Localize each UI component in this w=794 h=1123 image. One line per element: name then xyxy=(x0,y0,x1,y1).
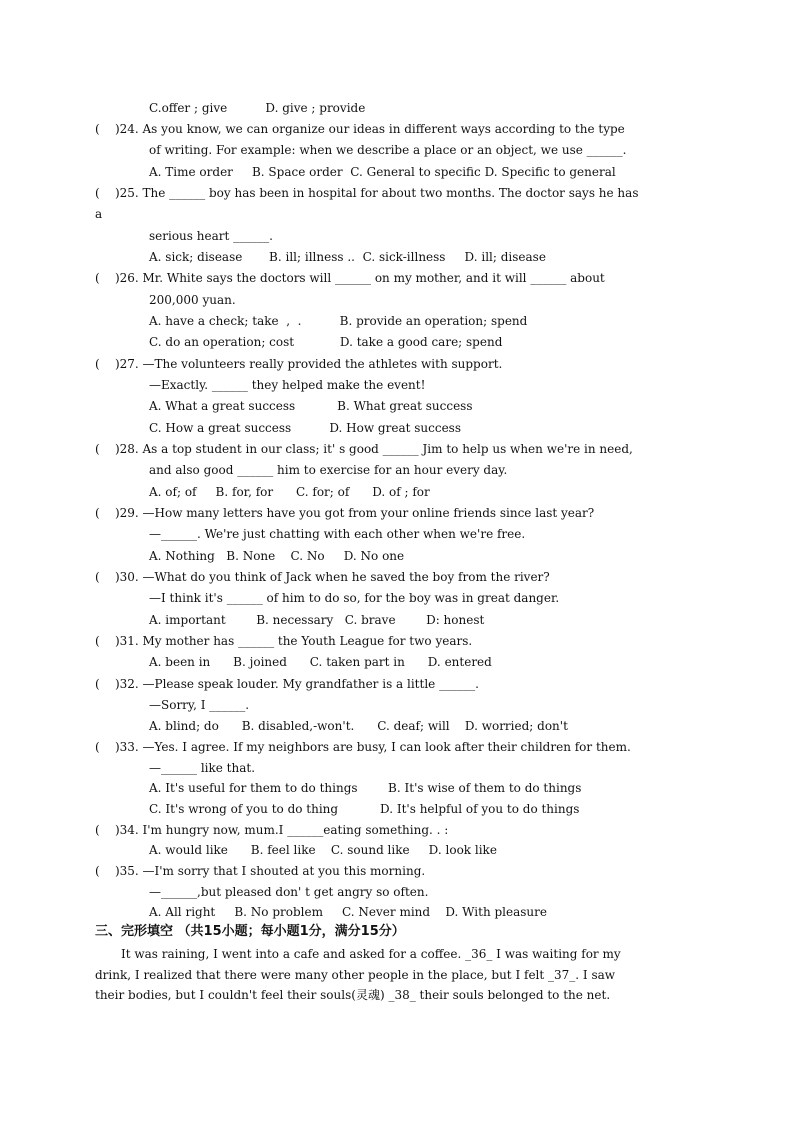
question-30-options: A. important B. necessary C. brave D: honest xyxy=(149,613,485,627)
question-24-options: A. Time order B. Space order C. General to specific D. Specific to general xyxy=(149,165,616,179)
question-24: ( )24. As you know, we can organize our ideas in different ways according to the type xyxy=(95,122,625,136)
question-27-options-2: C. How a great success D. How great success xyxy=(149,421,461,435)
question-26-text: 200,000 yuan. xyxy=(149,293,236,307)
question-29-text: —______. We're just chatting with each other when we're free. xyxy=(149,527,526,541)
question-25-wrap: a xyxy=(95,207,103,221)
question-25-text: serious heart ______. xyxy=(149,229,273,243)
section-heading: 三、完形填空 （共15小题；每小题1分，满分15分） xyxy=(95,924,405,939)
question-33-options-2: C. It's wrong of you to do thing D. It's helpful of you to do things xyxy=(149,802,580,816)
question-25-options: A. sick; disease B. ill; illness .. C. sick-illness D. ill; disease xyxy=(149,250,546,264)
passage-line-3: their bodies, but I couldn't feel their souls(灵魂) _38_ their souls belonged to the net. xyxy=(95,988,611,1002)
question-26-options-2: C. do an operation; cost D. take a good care; spend xyxy=(149,335,503,349)
passage-line-2: drink, I realized that there were many other people in the place, but I felt _37_. I saw xyxy=(95,968,616,982)
question-33-options-1: A. It's useful for them to do things B. It's wise of them to do things xyxy=(149,781,582,795)
question-24-text: of writing. For example: when we describe a place or an object, we use ______. xyxy=(149,143,627,157)
question-26-options-1: A. have a check; take , . B. provide an operation; spend xyxy=(149,314,528,328)
question-30-text: —I think it's ______ of him to do so, for the boy was in great danger. xyxy=(149,591,560,605)
question-29: ( )29. —How many letters have you got from your online friends since last year? xyxy=(95,506,595,520)
question-32: ( )32. —Please speak louder. My grandfather is a little ______. xyxy=(95,677,479,691)
question-27: ( )27. —The volunteers really provided the athletes with support. xyxy=(95,357,503,371)
question-35-text: —______,but pleased don' t get angry so often. xyxy=(149,885,429,899)
question-31: ( )31. My mother has ______ the Youth League for two years. xyxy=(95,634,473,648)
q23-options-continued: C.offer ; give D. give ; provide xyxy=(149,101,366,115)
question-35: ( )35. —I'm sorry that I shouted at you this morning. xyxy=(95,864,426,878)
question-35-options: A. All right B. No problem C. Never mind D. With pleasure xyxy=(149,905,547,919)
question-32-options: A. blind; do B. disabled,-won't. C. deaf; will D. worried; don't xyxy=(149,719,568,733)
question-32-text: —Sorry, I ______. xyxy=(149,698,250,712)
question-28-text: and also good ______ him to exercise for an hour every day. xyxy=(149,463,508,477)
question-34-options: A. would like B. feel like C. sound like D. look like xyxy=(149,843,497,857)
question-31-options: A. been in B. joined C. taken part in D. entered xyxy=(149,655,492,669)
passage-line-1: It was raining, I went into a cafe and asked for a coffee. _36_ I was waiting for my xyxy=(121,947,621,961)
question-25: ( )25. The ______ boy has been in hospital for about two months. The doctor says he has xyxy=(95,186,639,200)
question-34: ( )34. I'm hungry now, mum.I ______eating something. . : xyxy=(95,823,449,837)
question-27-text: —Exactly. ______ they helped make the event! xyxy=(149,378,426,392)
question-33: ( )33. —Yes. I agree. If my neighbors are busy, I can look after their children for them. xyxy=(95,740,631,754)
question-28: ( )28. As a top student in our class; it' s good ______ Jim to help us when we're in need, xyxy=(95,442,633,456)
question-26: ( )26. Mr. White says the doctors will ______ on my mother, and it will ______ about xyxy=(95,271,605,285)
question-30: ( )30. —What do you think of Jack when he saved the boy from the river? xyxy=(95,570,550,584)
question-28-options: A. of; of B. for, for C. for; of D. of ; for xyxy=(149,485,430,499)
question-27-options-1: A. What a great success B. What great success xyxy=(149,399,473,413)
question-33-text: —______ like that. xyxy=(149,761,256,775)
question-29-options: A. Nothing B. None C. No D. No one xyxy=(149,549,405,563)
